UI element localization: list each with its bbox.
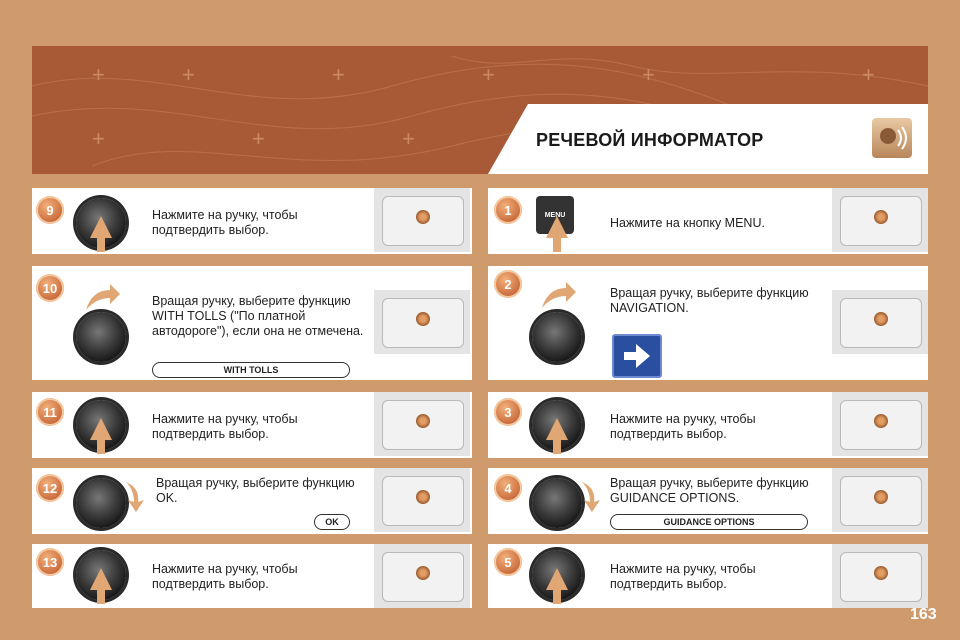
knob-icon xyxy=(532,478,582,528)
radio-unit-image xyxy=(832,188,928,252)
svg-text:+: + xyxy=(402,126,415,151)
page-number: 163 xyxy=(910,606,937,623)
step-badge: 4 xyxy=(494,474,522,502)
step-text: Вращая ручку, выберите функцию WITH TOLLS ("По платной автодороге"), если она не отмечена. xyxy=(152,294,364,338)
step-badge: 9 xyxy=(36,196,64,224)
rotate-arrow-icon xyxy=(82,282,122,314)
step-text: Нажмите на ручку, чтобы подтвердить выбор. xyxy=(152,562,298,591)
navigation-icon xyxy=(612,334,662,378)
svg-text:+: + xyxy=(182,62,195,87)
step-text: Нажмите на ручку, чтобы подтвердить выбор. xyxy=(610,412,756,441)
voice-guidance-icon xyxy=(872,118,912,158)
svg-text:+: + xyxy=(642,62,655,87)
step-badge: 11 xyxy=(36,398,64,426)
radio-unit-image xyxy=(832,468,928,532)
radio-unit-image xyxy=(374,468,470,532)
step-text: Нажмите на кнопку MENU. xyxy=(610,216,765,230)
step-text: Вращая ручку, выберите функцию NAVIGATION. xyxy=(610,286,809,315)
step-badge: 12 xyxy=(36,474,64,502)
step-badge: 1 xyxy=(494,196,522,224)
option-ok: OK xyxy=(314,514,350,530)
knob-icon xyxy=(76,312,126,362)
radio-unit-image xyxy=(374,392,470,456)
radio-unit-image xyxy=(832,392,928,456)
svg-text:+: + xyxy=(332,62,345,87)
svg-text:+: + xyxy=(482,62,495,87)
rotate-down-arrow-icon xyxy=(578,478,606,514)
option-guidance-options: GUIDANCE OPTIONS xyxy=(610,514,808,530)
step-badge: 3 xyxy=(494,398,522,426)
step-text: Вращая ручку, выберите функцию GUIDANCE OPTIONS. xyxy=(610,476,809,505)
step-badge: 2 xyxy=(494,270,522,298)
knob-icon xyxy=(532,312,582,362)
svg-text:+: + xyxy=(92,62,105,87)
step-badge: 13 xyxy=(36,548,64,576)
svg-text:+: + xyxy=(92,126,105,151)
menu-button-icon: MENU xyxy=(536,196,574,234)
step-text: Вращая ручку, выберите функцию OK. xyxy=(156,476,355,505)
step-text: Нажмите на ручку, чтобы подтвердить выбор. xyxy=(152,412,298,441)
radio-unit-image xyxy=(374,290,470,354)
step-badge: 5 xyxy=(494,548,522,576)
radio-unit-image xyxy=(832,290,928,354)
page-title: РЕЧЕВОЙ ИНФОРМАТОР xyxy=(536,130,764,150)
radio-unit-image xyxy=(374,544,470,608)
step-badge: 10 xyxy=(36,274,64,302)
option-with-tolls: WITH TOLLS xyxy=(152,362,350,378)
knob-icon xyxy=(76,478,126,528)
svg-text:+: + xyxy=(862,62,875,87)
rotate-down-arrow-icon xyxy=(122,478,150,514)
radio-unit-image xyxy=(832,544,928,608)
rotate-arrow-icon xyxy=(538,280,578,312)
step-text: Нажмите на ручку, чтобы подтвердить выбор. xyxy=(152,208,298,237)
step-text: Нажмите на ручку, чтобы подтвердить выбор. xyxy=(610,562,756,591)
radio-unit-image xyxy=(374,188,470,252)
svg-text:+: + xyxy=(252,126,265,151)
